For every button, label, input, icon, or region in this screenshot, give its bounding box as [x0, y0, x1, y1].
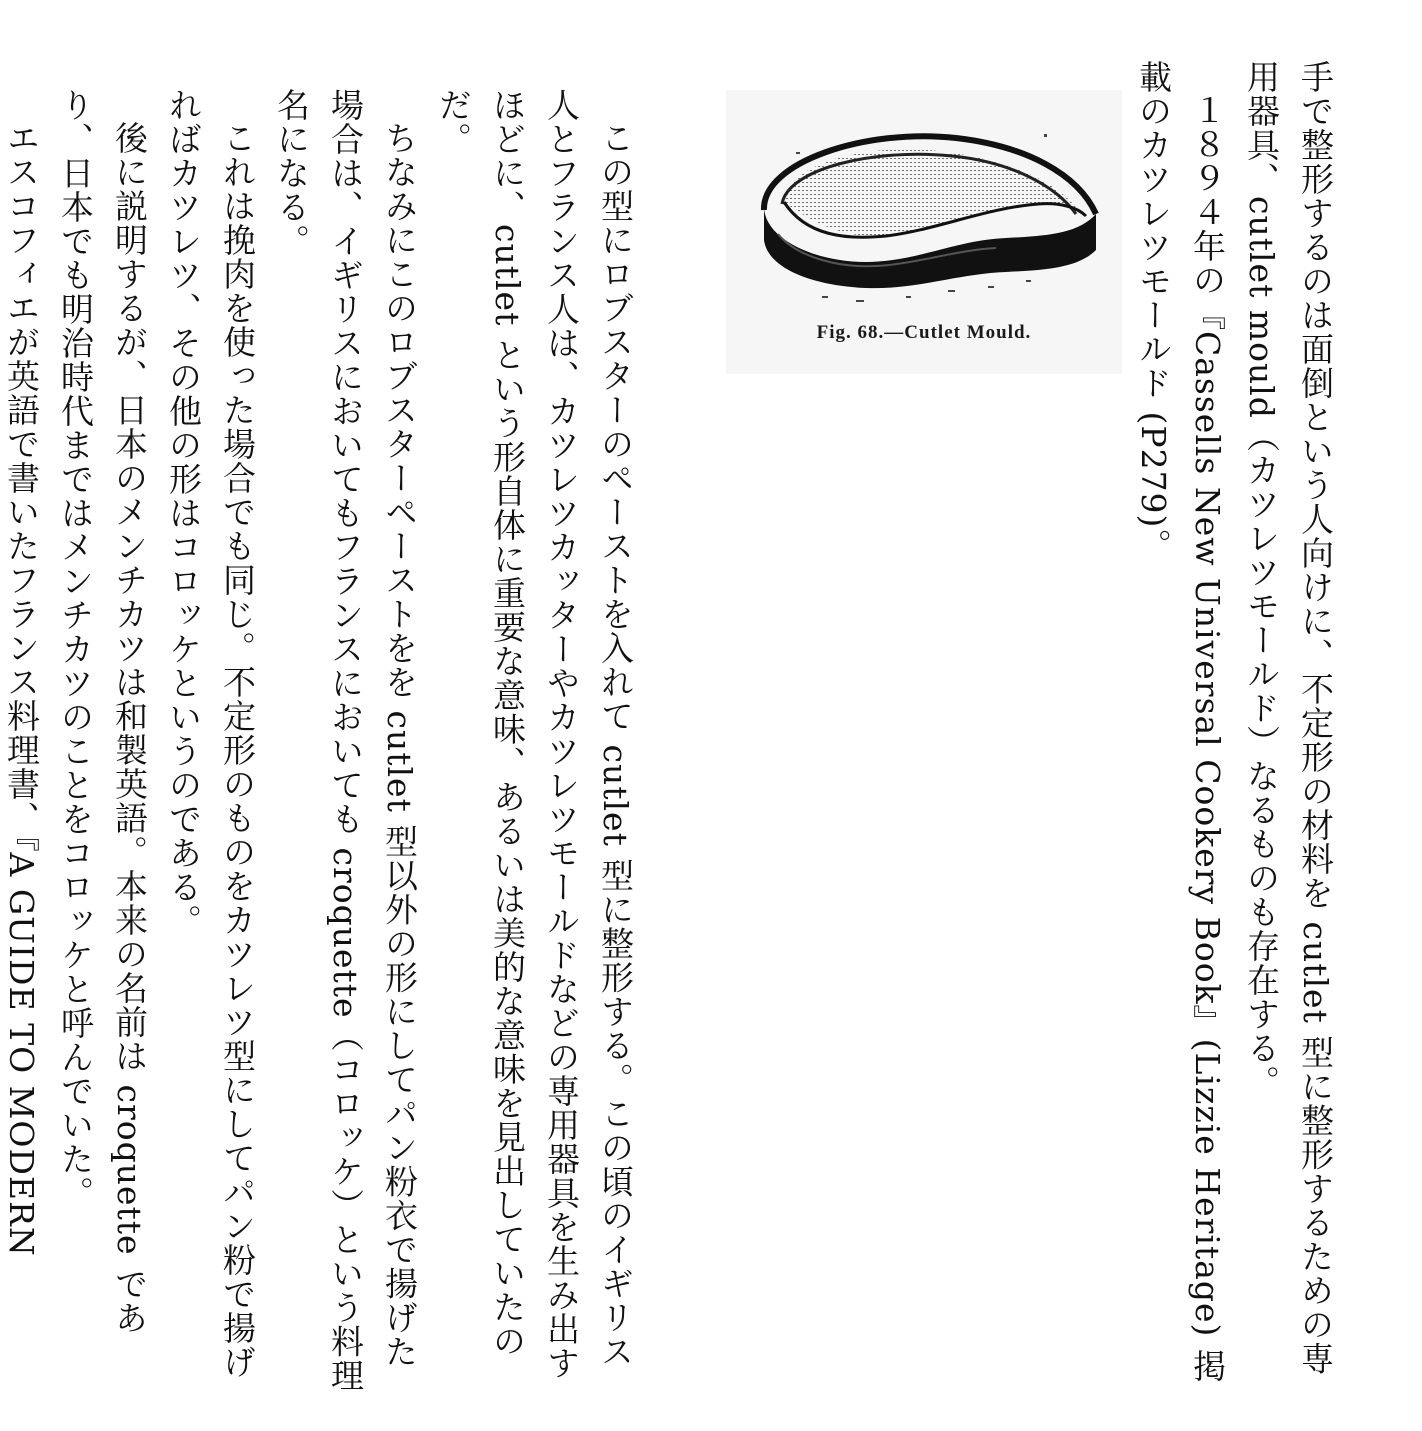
- paragraph: ちなみにこのロブスターペーストをを cutlet 型以外の形にしてパン粉衣で揚げた場合は、イギリスにおいてもフランスにおいても croquette（コロッケ）という料理名になる。: [272, 88, 419, 1393]
- main-text-column: [0, 88, 642, 1398]
- upper-text-column: [1126, 60, 1342, 1400]
- paragraph: 後に説明するが、日本のメンチカツは和製英語。本来の名前は croquette であり、日本でも明治時代まではメンチカツのことをコロッケと呼んでいた。: [56, 88, 149, 1336]
- cutlet-mould-figure: [726, 90, 1122, 374]
- figure-caption: Fig. 68.—Cutlet Mould.: [816, 322, 1032, 343]
- paragraph: １８９４年の『Cassells New Universal Cookery Book』(Lizzie Heritage) 掲載のカツレツモールド (P279)。: [1134, 60, 1227, 1383]
- paragraph: これは挽肉を使った場合でも同じ。不定形のものをカツレツ型にしてパン粉で揚げればカツレツ、その他の形はコロッケというのである。: [164, 88, 257, 1379]
- paragraph: 手で整形するのは面倒という人向けに、不定形の材料を cutlet 型に整形するための専用器具、cutlet mould（カツレツモールド）なるものも存在する。: [1242, 60, 1335, 1376]
- paragraph: この型にロブスターのペーストを入れて cutlet 型に整形する。この頃のイギリス人とフランス人は、カツレツカッターやカツレツモールドなどの専用器具を生み出すほどに、cutlet という形自体に重要な意味、あるいは美的な意味を見出していたのだ。: [434, 88, 635, 1380]
- paragraph: エスコフィエが英語で書いたフランス料理書、『A GUIDE TO MODERN: [2, 121, 41, 1257]
